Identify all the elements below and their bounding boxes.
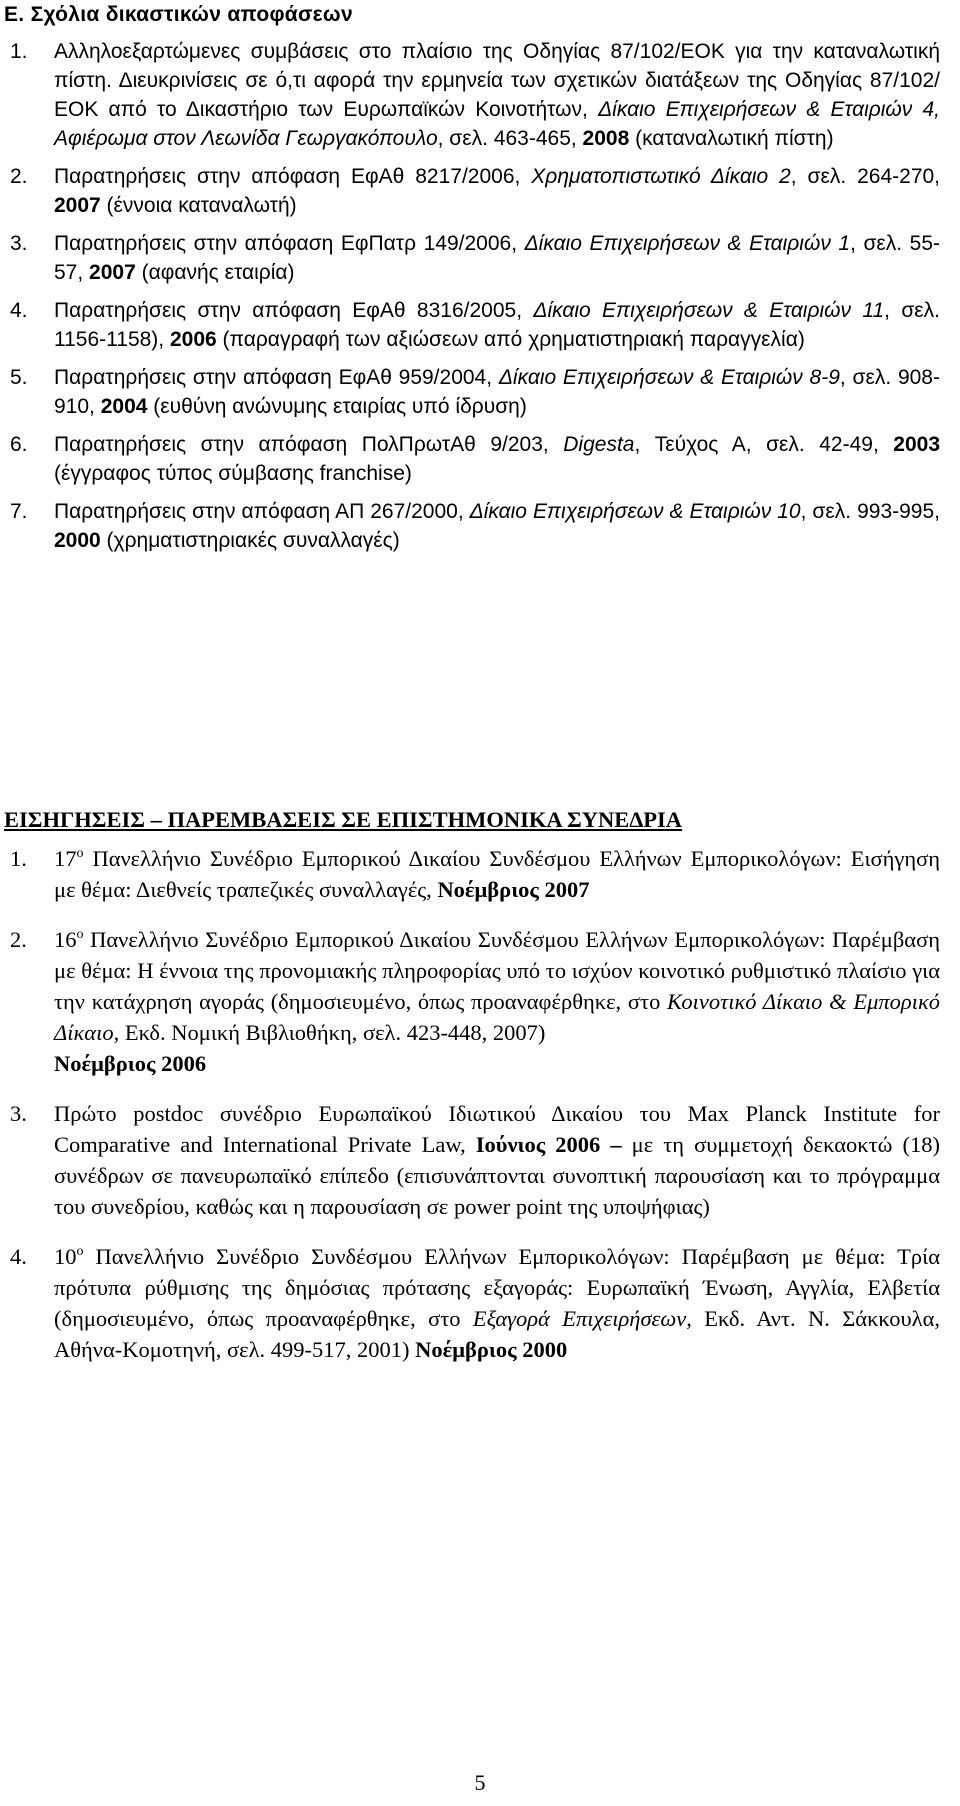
- item-year: 2006: [169, 328, 217, 351]
- item-number: 1.: [10, 846, 27, 871]
- item-year: 2003: [893, 433, 940, 456]
- item-text: Πανελλήνιο Συνέδριο Εμπορικού Δικαίου Συνδέσμου Ελλήνων Εμπορικολόγων: Εισήγηση με θέμα: Διεθνείς τραπεζικές συναλλαγές,: [54, 846, 940, 902]
- presentation-list: [0, 843, 940, 1365]
- list-item: [0, 296, 940, 354]
- item-year: 2004: [100, 395, 148, 418]
- item-number: 6.: [10, 433, 28, 456]
- item-pages: , σελ. 264-270,: [790, 165, 941, 188]
- item-text: Πρώτο postdoc συνέδριο Ευρωπαϊκού Ιδιωτικού Δικαίου του Max Planck Institute for Comparative and International Private Law,: [54, 1101, 940, 1157]
- item-year: 2007: [54, 194, 101, 217]
- item-topic: (έγγραφος τύπος σύμβασης franchise): [54, 462, 412, 485]
- item-text: Αλληλοεξαρτώμενες συμβάσεις στο πλαίσιο της Οδηγίας 87/102/ΕΟΚ για την καταναλωτική πίστη. Διευκρινίσεις σε ό,τι αφορά την ερμηνεία των σχετικών διατάξεων της Οδηγίας 87/102/ΕΟΚ από το Δικαστήριο των Ευρωπαϊκών Κοινοτήτων,: [54, 40, 940, 121]
- item-rest: με τη συμμετοχή δεκαοκτώ (18) συνέδρων σε πανευρωπαϊκό επίπεδο (επισυνάπτονται συνοπτική παρουσίαση και το πρόγραμμα του συνεδρίου, καθώς και η παρουσίαση σε power point της υποψήφιας): [54, 1132, 940, 1219]
- item-pages: , σελ. 463-465,: [437, 127, 583, 150]
- list-item: [0, 497, 940, 555]
- ordinal-suffix: ο: [76, 846, 84, 861]
- item-rest: , Εκδ. Αντ. Ν. Σάκκουλα, Αθήνα-Κομοτηνή, σελ. 499-517, 2001): [54, 1306, 940, 1362]
- item-text: Παρατηρήσεις στην απόφαση ΠολΠρωτΑθ 9/203,: [54, 433, 564, 456]
- item-pages: , Τεύχος Α, σελ. 42-49,: [634, 433, 894, 456]
- ordinal-suffix: ο: [76, 927, 84, 942]
- list-item: [0, 430, 940, 488]
- item-number: 1.: [10, 40, 28, 63]
- conference-ordinal: 10: [54, 1244, 77, 1269]
- item-year: 2000: [54, 529, 101, 552]
- item-date: Ιούνιος 2006 –: [475, 1132, 622, 1157]
- list-item: [0, 229, 940, 287]
- list-item: [0, 1098, 940, 1222]
- section-heading: ΕΙΣΗΓΗΣΕΙΣ – ΠΑΡΕΜΒΑΣΕΙΣ ΣΕ ΕΠΙΣΤΗΜΟΝΙΚΑ ΣΥΝΕΔΡΙΑ: [4, 807, 683, 832]
- item-number: 3.: [10, 232, 28, 255]
- list-item: [0, 162, 940, 220]
- conference-ordinal: 16: [54, 927, 77, 952]
- item-number: 5.: [10, 366, 28, 389]
- journal-title: Χρηματοπιστωτικό Δίκαιο 2: [531, 165, 791, 188]
- item-text: Παρατηρήσεις στην απόφαση ΕφΠατρ 149/2006,: [54, 232, 525, 255]
- item-number: 2.: [10, 927, 27, 952]
- item-text: Παρατηρήσεις στην απόφαση ΕφΑθ 8217/2006,: [54, 165, 532, 188]
- commentary-list: [0, 37, 940, 555]
- list-item: [0, 843, 940, 905]
- item-year: 2008: [582, 127, 630, 150]
- item-number: 7.: [10, 500, 28, 523]
- item-text: Πανελλήνιο Συνέδριο Εμπορικού Δικαίου Συνδέσμου Ελλήνων Εμπορικολόγων: Παρέμβαση με θέμα: Η έννοια της προνομιακής πληροφορίας υπό το ισχύον κοινοτικό ρυθμιστικό πλαίσιο για την κατάχρηση αγοράς (δημοσιευμένο, όπως προαναφέρθηκε, στο: [54, 927, 940, 1014]
- item-pages: , σελ. 1156-1158),: [54, 299, 941, 351]
- item-text: Παρατηρήσεις στην απόφαση ΕφΑθ 959/2004,: [54, 366, 499, 389]
- item-pages: , σελ. 55-57,: [54, 232, 940, 284]
- item-number: 4.: [10, 1244, 27, 1269]
- conference-ordinal: 17: [54, 846, 77, 871]
- section-presentations: [0, 804, 940, 1365]
- journal-title: Digesta: [563, 433, 635, 456]
- journal-title: Κοινοτικό Δίκαιο & Εμπορικό Δίκαιο: [54, 989, 940, 1045]
- item-text: Πανελλήνιο Συνέδριο Συνδέσμου Ελλήνων Εμπορικολόγων: Παρέμβαση με θέμα: Τρία πρότυπα ρύθμισης της δημόσιας πρότασης εξαγοράς: Ευρωπαϊκή Ένωση, Αγγλία, Ελβετία (δημοσιευμένο, όπως προαναφέρθηκε, στο: [54, 1244, 940, 1331]
- item-topic: (ευθύνη ανώνυμης εταιρίας υπό ίδρυση): [147, 395, 527, 418]
- item-rest: , Εκδ. Νομική Βιβλιοθήκη, σελ. 423-448, 2007): [113, 1020, 546, 1045]
- list-item: [0, 37, 940, 153]
- journal-title: Δίκαιο Επιχειρήσεων & Εταιριών 11: [533, 299, 885, 322]
- item-number: 4.: [10, 299, 28, 322]
- list-item: [0, 1241, 940, 1365]
- item-topic: (καταναλωτική πίστη): [629, 127, 834, 150]
- item-date: Νοέμβριος 2006: [54, 1051, 207, 1076]
- item-pages: , σελ. 908-910,: [54, 366, 940, 418]
- item-number: 2.: [10, 165, 28, 188]
- list-item: [0, 363, 940, 421]
- item-text: Παρατηρήσεις στην απόφαση ΕφΑθ 8316/2005,: [54, 299, 534, 322]
- journal-title: Εξαγορά Επιχειρήσεων: [472, 1306, 687, 1331]
- item-topic: (παραγραφή των αξιώσεων από χρηματιστηριακή παραγγελία): [216, 328, 805, 351]
- journal-title: Δίκαιο Επιχειρήσεων & Εταιριών 1: [524, 232, 851, 255]
- section-heading: Ε. Σχόλια δικαστικών αποφάσεων: [4, 3, 353, 26]
- item-topic: (χρηματιστηριακές συναλλαγές): [100, 529, 400, 552]
- page-number: 5: [474, 1770, 486, 1795]
- item-number: 3.: [10, 1101, 27, 1126]
- item-topic: (αφανής εταιρία): [135, 261, 295, 284]
- item-year: 2007: [89, 261, 136, 284]
- list-item: [0, 924, 940, 1079]
- item-date: Νοέμβριος 2000: [415, 1337, 568, 1362]
- item-topic: (έννοια καταναλωτή): [100, 194, 297, 217]
- item-pages: , σελ. 993-995,: [800, 500, 940, 523]
- ordinal-suffix: ο: [76, 1244, 84, 1259]
- section-court-commentaries: [0, 0, 940, 555]
- journal-title: Δίκαιο Επιχειρήσεων & Εταιριών 4, Αφιέρωμα στον Λεωνίδα Γεωργακόπουλο: [54, 98, 940, 150]
- item-text: Παρατηρήσεις στην απόφαση ΑΠ 267/2000,: [54, 500, 470, 523]
- journal-title: Δίκαιο Επιχειρήσεων & Εταιριών 10: [469, 500, 801, 523]
- item-date: Νοέμβριος 2007: [437, 877, 590, 902]
- journal-title: Δίκαιο Επιχειρήσεων & Εταιριών 8-9: [498, 366, 840, 389]
